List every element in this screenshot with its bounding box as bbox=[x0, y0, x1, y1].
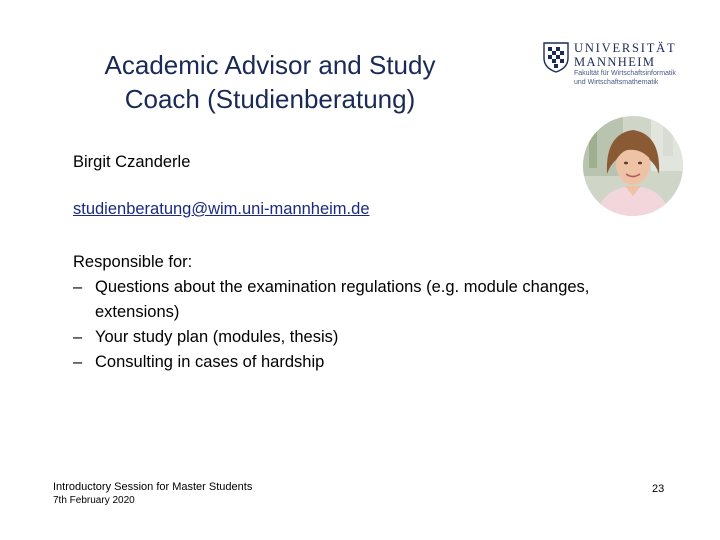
responsibilities-list bbox=[73, 275, 673, 375]
list-item-text: Questions about the examination regulations (e.g. module changes, extensions) bbox=[95, 278, 590, 321]
list-item bbox=[73, 325, 673, 350]
footer-session-title: Introductory Session for Master Students bbox=[53, 481, 253, 493]
person-portrait bbox=[583, 116, 683, 216]
footer-date: 7th February 2020 bbox=[53, 495, 135, 506]
advisor-photo bbox=[583, 116, 683, 216]
list-item bbox=[73, 350, 673, 375]
logo-faculty-text: Fakultät für Wirtschaftsinformatik bbox=[574, 70, 676, 77]
page-number: 23 bbox=[652, 483, 665, 495]
slide-title-line-1: Academic Advisor and Study bbox=[104, 50, 436, 80]
responsibilities-heading: Responsible for: bbox=[73, 253, 193, 271]
university-crest-icon bbox=[541, 40, 571, 74]
logo-faculty-text-2: und Wirtschaftsmathematik bbox=[574, 79, 659, 86]
email-link[interactable]: studienberatung@wim.uni-mannheim.de bbox=[73, 200, 370, 218]
bullet-dash: – bbox=[73, 328, 83, 346]
slide-title bbox=[60, 48, 480, 116]
bullet-dash: – bbox=[73, 278, 83, 296]
advisor-name: Birgit Czanderle bbox=[73, 153, 191, 171]
list-item-text: Consulting in cases of hardship bbox=[95, 353, 325, 371]
logo-university-text: UNIVERSITÄT bbox=[574, 41, 677, 55]
university-logo bbox=[541, 40, 691, 96]
logo-city-text: MANNHEIM bbox=[574, 54, 656, 69]
list-item bbox=[73, 275, 673, 325]
bullet-dash: – bbox=[73, 353, 83, 371]
list-item-text: Your study plan (modules, thesis) bbox=[95, 328, 339, 346]
slide-title-line-2: Coach (Studienberatung) bbox=[124, 84, 416, 114]
